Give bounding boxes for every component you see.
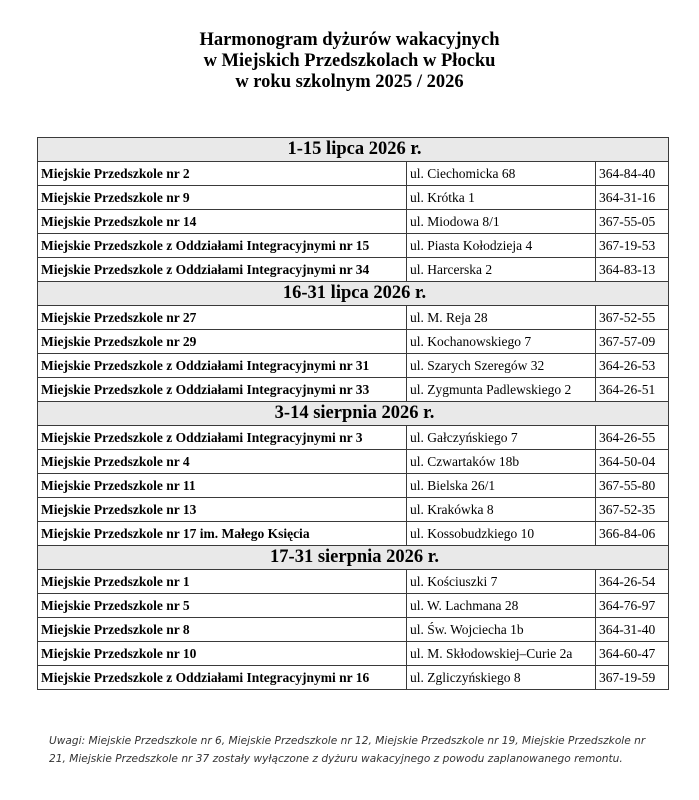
kindergarten-phone: 364-84-40 [596, 162, 669, 186]
kindergarten-name: Miejskie Przedszkole z Oddziałami Integracyjnymi nr 16 [38, 666, 407, 690]
period-header-row [38, 138, 669, 162]
kindergarten-address: ul. Kochanowskiego 7 [407, 330, 596, 354]
table-row [38, 330, 669, 354]
kindergarten-phone: 364-83-13 [596, 258, 669, 282]
period-heading: 17-31 sierpnia 2026 r. [38, 546, 669, 570]
kindergarten-name: Miejskie Przedszkole z Oddziałami Integracyjnymi nr 33 [38, 378, 407, 402]
table-row [38, 594, 669, 618]
table-row [38, 498, 669, 522]
kindergarten-address: ul. Gałczyńskiego 7 [407, 426, 596, 450]
period-heading: 3-14 sierpnia 2026 r. [38, 402, 669, 426]
period-header-row [38, 546, 669, 570]
period-header-row [38, 282, 669, 306]
kindergarten-address: ul. Krakówka 8 [407, 498, 596, 522]
period-heading: 16-31 lipca 2026 r. [38, 282, 669, 306]
schedule-table [37, 137, 669, 690]
kindergarten-phone: 366-84-06 [596, 522, 669, 546]
table-row [38, 210, 669, 234]
title-line-3: w roku szkolnym 2025 / 2026 [235, 72, 464, 92]
document-title [0, 30, 699, 93]
kindergarten-name: Miejskie Przedszkole z Oddziałami Integracyjnymi nr 15 [38, 234, 407, 258]
kindergarten-name: Miejskie Przedszkole nr 27 [38, 306, 407, 330]
kindergarten-phone: 364-26-55 [596, 426, 669, 450]
kindergarten-phone: 364-31-16 [596, 186, 669, 210]
table-row [38, 234, 669, 258]
kindergarten-name: Miejskie Przedszkole z Oddziałami Integracyjnymi nr 31 [38, 354, 407, 378]
kindergarten-name: Miejskie Przedszkole z Oddziałami Integracyjnymi nr 3 [38, 426, 407, 450]
table-row [38, 522, 669, 546]
table-row [38, 642, 669, 666]
kindergarten-name: Miejskie Przedszkole z Oddziałami Integracyjnymi nr 34 [38, 258, 407, 282]
kindergarten-address: ul. Św. Wojciecha 1b [407, 618, 596, 642]
kindergarten-name: Miejskie Przedszkole nr 10 [38, 642, 407, 666]
table-row [38, 258, 669, 282]
kindergarten-phone: 364-26-53 [596, 354, 669, 378]
table-row [38, 666, 669, 690]
kindergarten-address: ul. W. Lachmana 28 [407, 594, 596, 618]
kindergarten-phone: 364-26-51 [596, 378, 669, 402]
title-line-2: w Miejskich Przedszkolach w Płocku [203, 51, 496, 71]
kindergarten-address: ul. Krótka 1 [407, 186, 596, 210]
kindergarten-address: ul. M. Reja 28 [407, 306, 596, 330]
kindergarten-name: Miejskie Przedszkole nr 9 [38, 186, 407, 210]
kindergarten-name: Miejskie Przedszkole nr 13 [38, 498, 407, 522]
table-row [38, 474, 669, 498]
kindergarten-phone: 367-55-05 [596, 210, 669, 234]
table-row [38, 378, 669, 402]
kindergarten-address: ul. Kossobudzkiego 10 [407, 522, 596, 546]
table-row [38, 426, 669, 450]
kindergarten-name: Miejskie Przedszkole nr 11 [38, 474, 407, 498]
table-row [38, 450, 669, 474]
kindergarten-phone: 364-76-97 [596, 594, 669, 618]
kindergarten-name: Miejskie Przedszkole nr 2 [38, 162, 407, 186]
kindergarten-name: Miejskie Przedszkole nr 29 [38, 330, 407, 354]
kindergarten-phone: 364-60-47 [596, 642, 669, 666]
period-heading: 1-15 lipca 2026 r. [38, 138, 669, 162]
kindergarten-address: ul. M. Skłodowskiej–Curie 2a [407, 642, 596, 666]
period-header-row [38, 402, 669, 426]
table-row [38, 570, 669, 594]
title-line-1: Harmonogram dyżurów wakacyjnych [199, 30, 500, 50]
kindergarten-address: ul. Miodowa 8/1 [407, 210, 596, 234]
kindergarten-name: Miejskie Przedszkole nr 14 [38, 210, 407, 234]
kindergarten-address: ul. Zygmunta Padlewskiego 2 [407, 378, 596, 402]
kindergarten-address: ul. Ciechomicka 68 [407, 162, 596, 186]
kindergarten-name: Miejskie Przedszkole nr 8 [38, 618, 407, 642]
table-row [38, 162, 669, 186]
table-row [38, 618, 669, 642]
table-row [38, 306, 669, 330]
kindergarten-address: ul. Bielska 26/1 [407, 474, 596, 498]
table-row [38, 354, 669, 378]
kindergarten-name: Miejskie Przedszkole nr 5 [38, 594, 407, 618]
kindergarten-name: Miejskie Przedszkole nr 17 im. Małego Księcia [38, 522, 407, 546]
kindergarten-address: ul. Zgliczyńskiego 8 [407, 666, 596, 690]
kindergarten-phone: 367-19-59 [596, 666, 669, 690]
kindergarten-phone: 364-50-04 [596, 450, 669, 474]
kindergarten-address: ul. Czwartaków 18b [407, 450, 596, 474]
table-row [38, 186, 669, 210]
kindergarten-address: ul. Piasta Kołodzieja 4 [407, 234, 596, 258]
kindergarten-address: ul. Harcerska 2 [407, 258, 596, 282]
schedule-body [38, 138, 669, 690]
kindergarten-phone: 367-55-80 [596, 474, 669, 498]
kindergarten-name: Miejskie Przedszkole nr 4 [38, 450, 407, 474]
kindergarten-phone: 367-52-55 [596, 306, 669, 330]
kindergarten-address: ul. Kościuszki 7 [407, 570, 596, 594]
kindergarten-phone: 364-26-54 [596, 570, 669, 594]
kindergarten-phone: 367-19-53 [596, 234, 669, 258]
kindergarten-phone: 367-52-35 [596, 498, 669, 522]
kindergarten-name: Miejskie Przedszkole nr 1 [38, 570, 407, 594]
kindergarten-phone: 364-31-40 [596, 618, 669, 642]
remarks-note: Uwagi: Miejskie Przedszkole nr 6, Miejskie Przedszkole nr 12, Miejskie Przedszkole nr 19, Miejskie Przedszkole nr 21, Miejskie Przedszkole nr 37 zostały wyłączone z dyżuru wakacyjnego z powodu zaplanowanego remontu. [49, 735, 646, 765]
kindergarten-address: ul. Szarych Szeregów 32 [407, 354, 596, 378]
kindergarten-phone: 367-57-09 [596, 330, 669, 354]
